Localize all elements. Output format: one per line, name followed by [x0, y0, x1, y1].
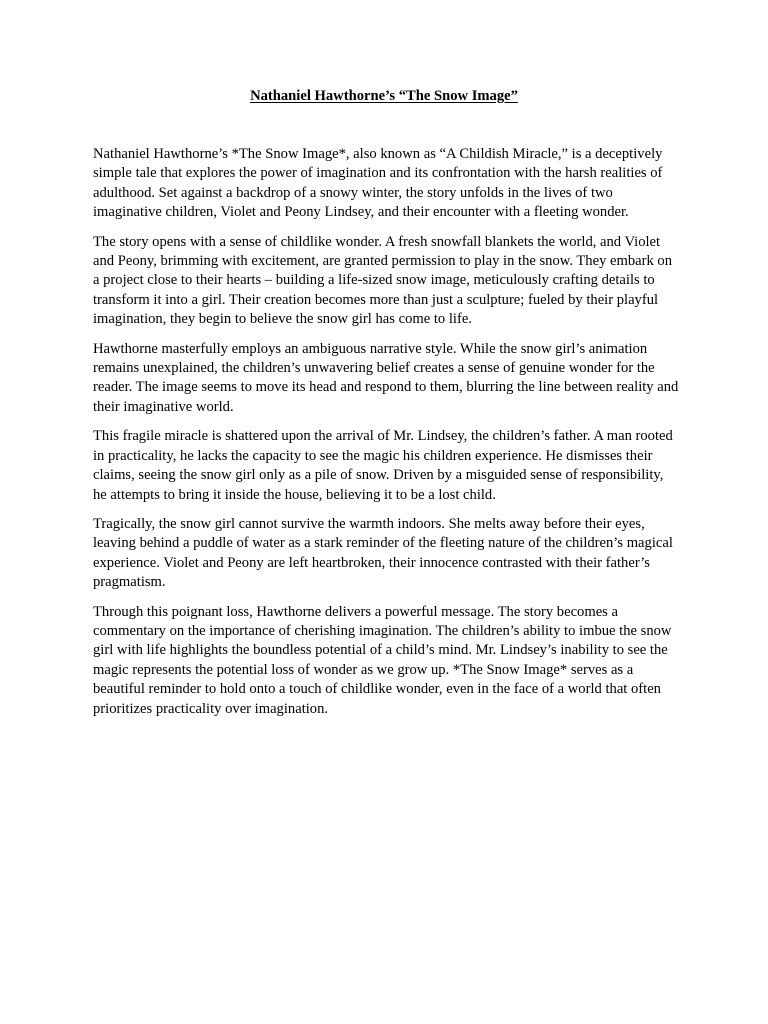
document-title: Nathaniel Hawthorne’s “The Snow Image” — [250, 88, 518, 104]
document-body — [93, 145, 679, 729]
paragraph-5: Tragically, the snow girl cannot survive the warmth indoors. She melts away before their eyes, leaving behind a puddle of water as a stark reminder of the fleeting nature of the children’s magical experience. Violet and Peony are left heartbroken, their innocence contrasted with their father’s pragmatism. — [93, 515, 673, 591]
paragraph-1: Nathaniel Hawthorne’s *The Snow Image*, also known as “A Childish Miracle,” is a deceptively simple tale that explores the power of imagination and its confrontation with the harsh realities of adulthood. Set against a backdrop of a snowy winter, the story unfolds in the lives of two imaginative children, Violet and Peony Lindsey, and their encounter with a fleeting wonder. — [93, 146, 663, 221]
paragraph-4: This fragile miracle is shattered upon the arrival of Mr. Lindsey, the children’s father. A man rooted in practicality, he lacks the capacity to see the magic his children experience. He dismisses their claims, seeing the snow girl only as a pile of snow. Driven by a misguided sense of responsibility, he attempts to bring it inside the house, believing it to be a lost child. — [93, 428, 673, 503]
paragraph-3: Hawthorne masterfully employs an ambiguous narrative style. While the snow girl’s animation remains unexplained, the children’s unwavering belief creates a sense of genuine wonder for the reader. The image seems to move its head and respond to them, blurring the line between reality and their imaginative world. — [93, 340, 679, 415]
paragraph-2: The story opens with a sense of childlike wonder. A fresh snowfall blankets the world, and Violet and Peony, brimming with excitement, are granted permission to play in the snow. They embark on a project close to their hearts – building a life-sized snow image, meticulously crafting details to transform it into a girl. Their creation becomes more than just a sculpture; fueled by their playful imagination, they begin to believe the snow girl has come to life. — [93, 233, 673, 328]
paragraph-6: Through this poignant loss, Hawthorne delivers a powerful message. The story becomes a commentary on the importance of cherishing imagination. The children’s ability to imbue the snow girl with life highlights the boundless potential of a child’s mind. Mr. Lindsey’s inability to see the magic represents the potential loss of wonder as we grow up. *The Snow Image* serves as a beautiful reminder to hold onto a touch of childlike wonder, even in the face of a world that often prioritizes practicality over imagination. — [93, 603, 672, 717]
